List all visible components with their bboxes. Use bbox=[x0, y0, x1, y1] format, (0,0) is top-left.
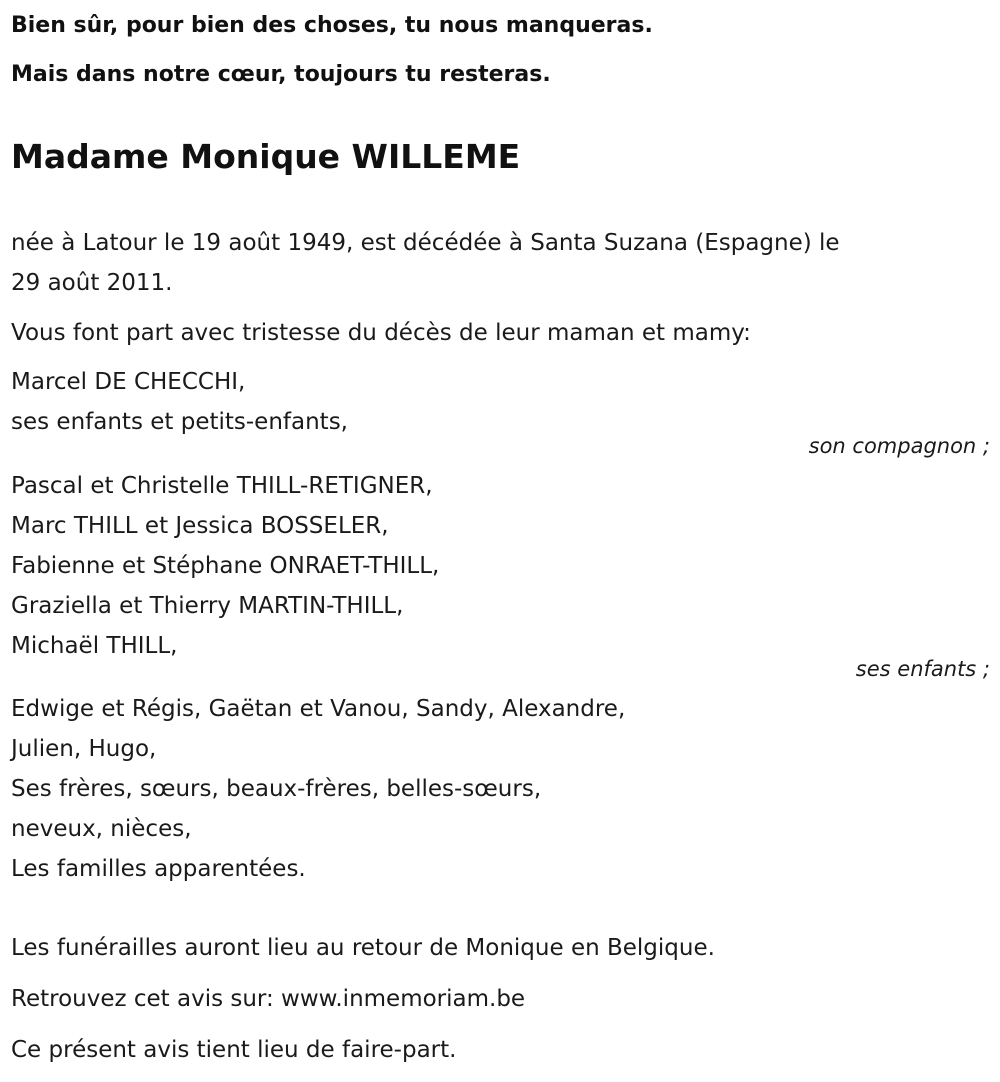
child-line: Marc THILL et Jessica BOSSELER, bbox=[11, 513, 389, 539]
announcement-text: Vous font part avec tristesse du décès de leur maman et mamy: bbox=[11, 320, 751, 346]
child-line: Pascal et Christelle THILL-RETIGNER, bbox=[11, 473, 433, 499]
verse-line-1: Bien sûr, pour bien des choses, tu nous manqueras. bbox=[11, 13, 653, 38]
children-role-label: ses enfants ; bbox=[855, 657, 990, 681]
relatives-line: Edwige et Régis, Gaëtan et Vanou, Sandy, Alexandre, bbox=[11, 696, 626, 722]
website-reference: Retrouvez cet avis sur: www.inmemoriam.be bbox=[11, 986, 526, 1012]
companion-name: Marcel DE CHECCHI, bbox=[11, 369, 246, 395]
birth-death-line-1: née à Latour le 19 août 1949, est décédée à Santa Suzana (Espagne) le bbox=[11, 230, 840, 256]
birth-death-line-2: 29 août 2011. bbox=[11, 270, 173, 296]
faire-part-notice: Ce présent avis tient lieu de faire-part. bbox=[11, 1037, 457, 1063]
child-line: Fabienne et Stéphane ONRAET-THILL, bbox=[11, 553, 440, 579]
companion-role-label: son compagnon ; bbox=[808, 434, 990, 458]
relatives-line: Ses frères, sœurs, beaux-frères, belles-sœurs, bbox=[11, 776, 542, 802]
deceased-name: Madame Monique WILLEME bbox=[11, 137, 521, 176]
companion-family: ses enfants et petits-enfants, bbox=[11, 409, 348, 435]
verse-line-2: Mais dans notre cœur, toujours tu resteras. bbox=[11, 62, 551, 87]
relatives-line: Julien, Hugo, bbox=[11, 736, 157, 762]
child-line: Graziella et Thierry MARTIN-THILL, bbox=[11, 593, 404, 619]
funeral-info: Les funérailles auront lieu au retour de Monique en Belgique. bbox=[11, 935, 715, 961]
relatives-line: Les familles apparentées. bbox=[11, 856, 306, 882]
child-line: Michaël THILL, bbox=[11, 633, 178, 659]
relatives-line: neveux, nièces, bbox=[11, 816, 192, 842]
